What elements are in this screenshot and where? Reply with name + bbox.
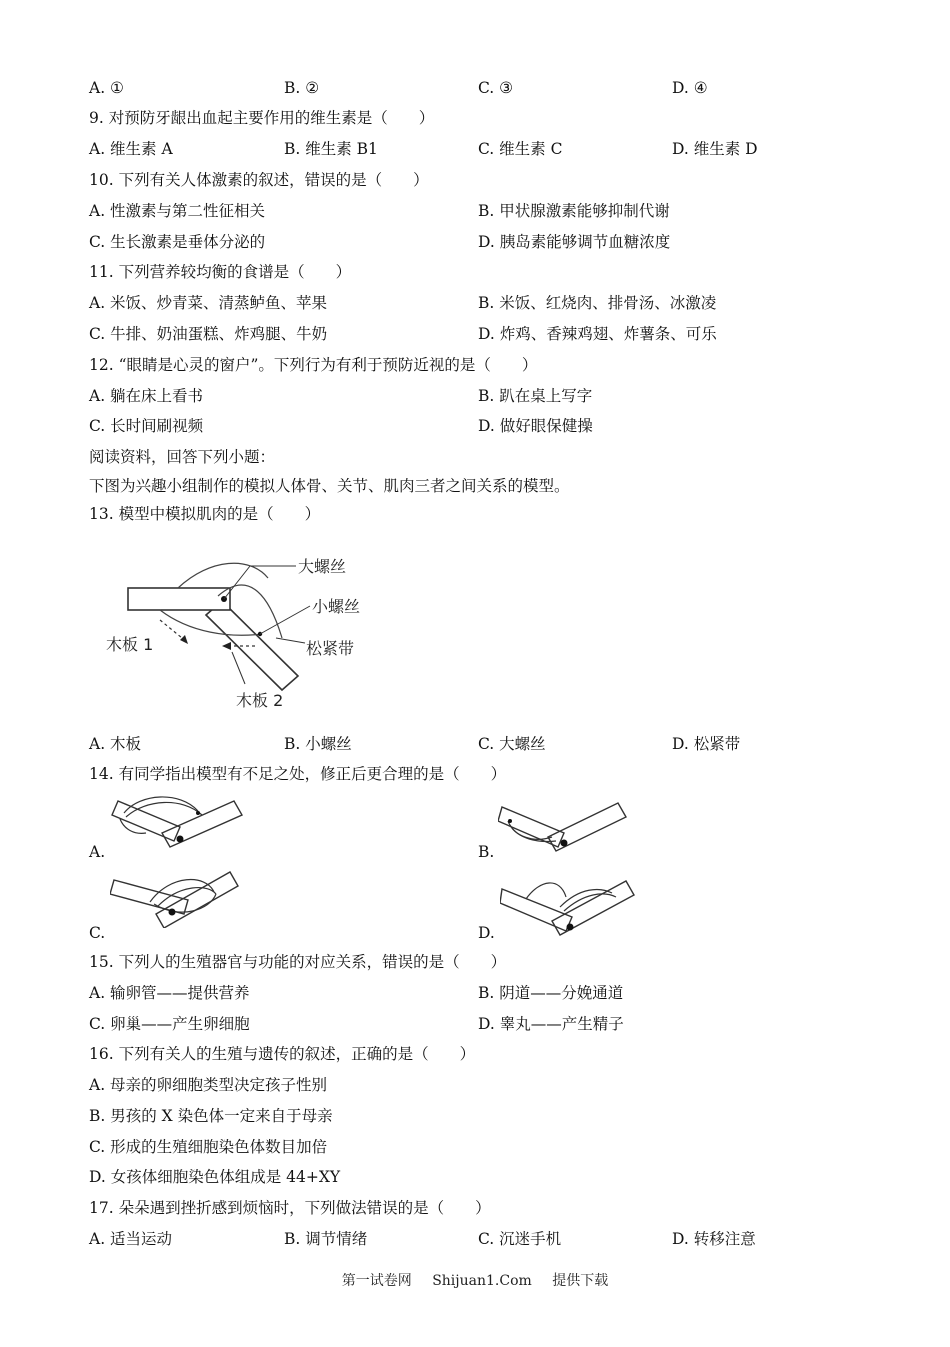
q14-option-a: A. (89, 843, 106, 861)
q10-option-d: D. 胰岛素能够调节血糖浓度 (478, 233, 671, 251)
q9-option-b: B. 维生素 B1 (284, 140, 378, 158)
q10-option-a: A. 性激素与第二性征相关 (89, 202, 266, 220)
q14-figure-c (110, 870, 245, 928)
q14-option-d: D. (478, 924, 495, 942)
q12-option-a: A. 躺在床上看书 (89, 387, 204, 405)
q14-figure-a (110, 793, 250, 853)
footer-note: 提供下载 (552, 1273, 609, 1289)
q17-option-b: B. 调节情绪 (284, 1230, 368, 1248)
q9-stem: 9. 对预防牙龈出血起主要作用的维生素是（ ） (89, 109, 435, 127)
footer-site-name: 第一试卷网 (341, 1273, 412, 1289)
q10-option-c: C. 生长激素是垂体分泌的 (89, 233, 266, 251)
q15-option-d: D. 睾丸——产生精子 (478, 1015, 624, 1033)
q14-figure-d (500, 877, 640, 937)
q12-stem: 12. “眼睛是心灵的窗户”。下列行为有利于预防近视的是（ ） (89, 356, 538, 374)
q13-stem: 13. 模型中模拟肌肉的是（ ） (89, 505, 321, 523)
q11-option-c: C. 牛排、奶油蛋糕、炸鸡腿、牛奶 (89, 325, 328, 343)
q17-option-c: C. 沉迷手机 (478, 1230, 562, 1248)
q14-figure-b (498, 797, 633, 857)
label-big-screw: 大螺丝 (298, 557, 347, 576)
q16-option-a: A. 母亲的卵细胞类型决定孩子性别 (89, 1076, 328, 1094)
q12-option-d: D. 做好眼保健操 (478, 417, 593, 435)
reading-intro: 阅读资料，回答下列小题： (89, 448, 276, 466)
q11-stem: 11. 下列营养较均衡的食谱是（ ） (89, 263, 352, 281)
q14-option-b: B. (478, 843, 495, 861)
footer-domain[interactable]: Shijuan1.Com (432, 1273, 532, 1289)
q9-option-d: D. 维生素 D (672, 140, 758, 158)
q13-option-a: A. 木板 (89, 735, 142, 753)
q11-option-a: A. 米饭、炒青菜、清蒸鲈鱼、苹果 (89, 294, 328, 312)
q8-option-a: A. ① (89, 79, 124, 97)
q8-option-d: D. ④ (672, 79, 708, 97)
q9-option-a: A. 维生素 A (89, 140, 173, 158)
q15-option-b: B. 阴道——分娩通道 (478, 984, 624, 1002)
q17-stem: 17. 朵朵遇到挫折感到烦恼时，下列做法错误的是（ ） (89, 1199, 491, 1217)
band-curve-upper (178, 563, 268, 588)
q8-option-b: B. ② (284, 79, 320, 97)
q16-option-d: D. 女孩体细胞染色体组成是 44+XY (89, 1168, 341, 1186)
q11-option-b: B. 米饭、红烧肉、排骨汤、冰激凌 (478, 294, 717, 312)
q14-stem: 14. 有同学指出模型有不足之处，修正后更合理的是（ ） (89, 765, 507, 783)
q15-option-c: C. 卵巢——产生卵细胞 (89, 1015, 250, 1033)
page-footer (0, 1272, 950, 1290)
q11-option-d: D. 炸鸡、香辣鸡翅、炸薯条、可乐 (478, 325, 717, 343)
q16-option-c: C. 形成的生殖细胞染色体数目加倍 (89, 1138, 328, 1156)
q8-option-c: C. ③ (478, 79, 514, 97)
q9-option-c: C. 维生素 C (478, 140, 563, 158)
q15-option-a: A. 输卵管——提供营养 (89, 984, 250, 1002)
q17-option-a: A. 适当运动 (89, 1230, 173, 1248)
q12-option-c: C. 长时间刷视频 (89, 417, 204, 435)
label-band: 松紧带 (306, 639, 355, 658)
q13-option-c: C. 大螺丝 (478, 735, 546, 753)
label-board1: 木板 1 (106, 635, 154, 654)
q12-option-b: B. 趴在桌上写字 (478, 387, 593, 405)
q14-option-c: C. (89, 924, 106, 942)
q13-option-b: B. 小螺丝 (284, 735, 352, 753)
band-curve-lower (160, 610, 262, 635)
board1-shape (128, 588, 230, 610)
q13-model-figure (100, 548, 400, 718)
q13-option-d: D. 松紧带 (672, 735, 741, 753)
q17-option-d: D. 转移注意 (672, 1230, 756, 1248)
label-small-screw: 小螺丝 (312, 597, 361, 616)
q16-stem: 16. 下列有关人的生殖与遗传的叙述，正确的是（ ） (89, 1045, 476, 1063)
q10-stem: 10. 下列有关人体激素的叙述，错误的是（ ） (89, 171, 429, 189)
q15-stem: 15. 下列人的生殖器官与功能的对应关系，错误的是（ ） (89, 953, 507, 971)
label-board2: 木板 2 (236, 691, 284, 710)
q10-option-b: B. 甲状腺激素能够抑制代谢 (478, 202, 670, 220)
q16-option-b: B. 男孩的 X 染色体一定来自于母亲 (89, 1107, 333, 1125)
reading-description: 下图为兴趣小组制作的模拟人体骨、关节、肌肉三者之间关系的模型。 (89, 477, 570, 495)
